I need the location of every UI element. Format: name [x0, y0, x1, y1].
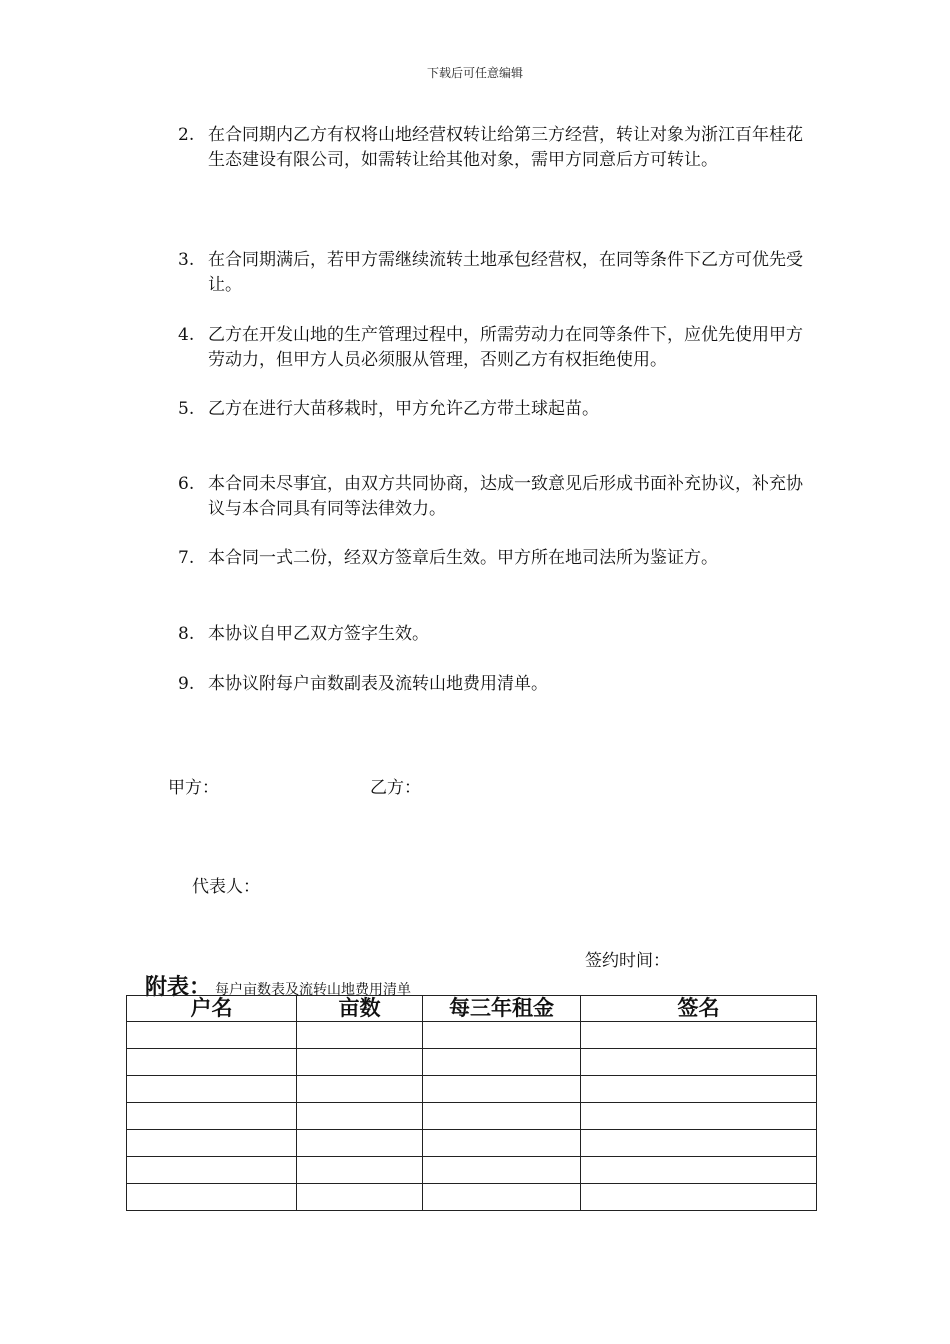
clause-7 — [178, 546, 818, 571]
clause-2 — [178, 123, 818, 173]
representative-label: 代表人： — [192, 877, 260, 897]
appendix-subtitle: 每户亩数表及流转山地费用清单 — [215, 982, 412, 998]
clause-text: 本协议附每户亩数副表及流转山地费用清单。 — [208, 674, 548, 694]
household-cell[interactable] — [127, 1022, 297, 1049]
rent-cell[interactable] — [423, 1076, 581, 1103]
acreage-cell[interactable] — [297, 1157, 423, 1184]
column-header-acreage: 亩数 — [297, 996, 423, 1022]
clause-number: 7. — [178, 548, 195, 568]
signature-cell[interactable] — [581, 1076, 817, 1103]
clause-number: 6. — [178, 474, 195, 494]
clause-number: 4. — [178, 325, 195, 345]
appendix-label: 附表： — [145, 975, 212, 1000]
party-a-label: 甲方： — [168, 778, 219, 798]
clause-text: 本协议自甲乙双方签字生效。 — [208, 624, 429, 644]
table-row — [127, 1157, 817, 1184]
acreage-cell[interactable] — [297, 1103, 423, 1130]
acreage-cell[interactable] — [297, 1184, 423, 1211]
signature-cell[interactable] — [581, 1049, 817, 1076]
acreage-cell[interactable] — [297, 1022, 423, 1049]
signature-cell[interactable] — [581, 1184, 817, 1211]
column-header-rent: 每三年租金 — [423, 996, 581, 1022]
clause-number: 8. — [178, 624, 195, 644]
signature-cell[interactable] — [581, 1103, 817, 1130]
household-cell[interactable] — [127, 1184, 297, 1211]
clause-text: 本合同一式二份，经双方签章后生效。甲方所在地司法所为鉴证方。 — [208, 548, 718, 568]
appendix-table — [126, 995, 817, 1211]
clause-number: 3. — [178, 250, 195, 270]
column-header-signature: 签名 — [581, 996, 817, 1022]
clause-text: 在合同期满后，若甲方需继续流转土地承包经营权，在同等条件下乙方可优先受让。 — [208, 250, 803, 295]
clause-5 — [178, 397, 818, 422]
clause-text: 本合同未尽事宜，由双方共同协商，达成一致意见后形成书面补充协议，补充协议与本合同具有同等法律效力。 — [208, 474, 803, 519]
table-header-row — [127, 996, 817, 1022]
rent-cell[interactable] — [423, 1130, 581, 1157]
rent-cell[interactable] — [423, 1157, 581, 1184]
rent-cell[interactable] — [423, 1184, 581, 1211]
clause-text: 乙方在开发山地的生产管理过程中，所需劳动力在同等条件下，应优先使用甲方劳动力，但甲方人员必须服从管理，否则乙方有权拒绝使用。 — [208, 325, 803, 370]
household-cell[interactable] — [127, 1130, 297, 1157]
acreage-cell[interactable] — [297, 1076, 423, 1103]
rent-cell[interactable] — [423, 1049, 581, 1076]
signature-cell[interactable] — [581, 1157, 817, 1184]
table-row — [127, 1184, 817, 1211]
table-row — [127, 1022, 817, 1049]
household-cell[interactable] — [127, 1103, 297, 1130]
clause-8 — [178, 622, 818, 647]
household-cell[interactable] — [127, 1076, 297, 1103]
table-row — [127, 1130, 817, 1157]
clause-9 — [178, 672, 818, 697]
column-header-household: 户名 — [127, 996, 297, 1022]
party-b-label: 乙方： — [370, 778, 421, 798]
page-header: 下载后可任意编辑 — [426, 66, 523, 80]
clause-6 — [178, 472, 818, 522]
clause-number: 5. — [178, 399, 195, 419]
acreage-cell[interactable] — [297, 1130, 423, 1157]
rent-cell[interactable] — [423, 1022, 581, 1049]
clause-number: 9. — [178, 674, 195, 694]
sign-time-label: 签约时间： — [585, 951, 670, 971]
household-cell[interactable] — [127, 1049, 297, 1076]
clause-text: 在合同期内乙方有权将山地经营权转让给第三方经营，转让对象为浙江百年桂花生态建设有限公司，如需转让给其他对象，需甲方同意后方可转让。 — [208, 125, 803, 170]
table-row — [127, 1103, 817, 1130]
signature-cell[interactable] — [581, 1130, 817, 1157]
table-row — [127, 1049, 817, 1076]
rent-cell[interactable] — [423, 1103, 581, 1130]
clause-4 — [178, 323, 818, 373]
table-row — [127, 1076, 817, 1103]
clause-text: 乙方在进行大苗移栽时，甲方允许乙方带土球起苗。 — [208, 399, 599, 419]
household-cell[interactable] — [127, 1157, 297, 1184]
acreage-cell[interactable] — [297, 1049, 423, 1076]
clause-3 — [178, 248, 818, 298]
clause-number: 2. — [178, 125, 195, 145]
signature-cell[interactable] — [581, 1022, 817, 1049]
